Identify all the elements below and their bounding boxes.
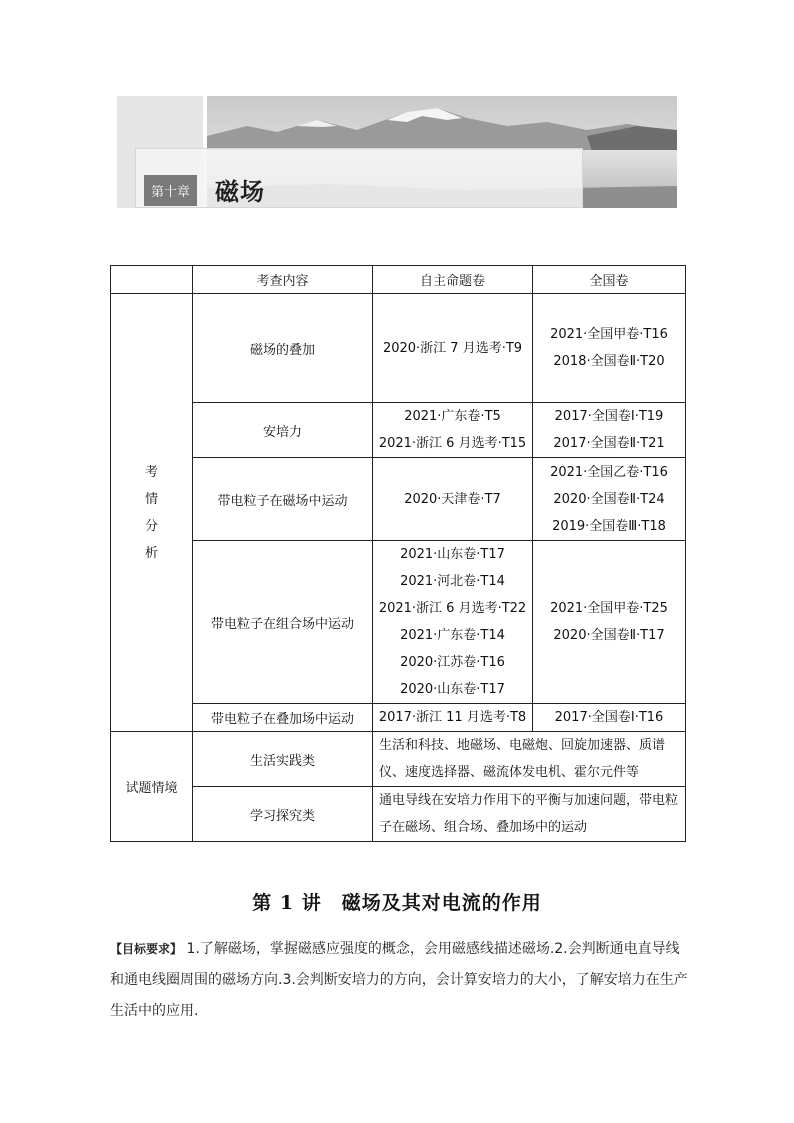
chapter-title: 磁场 xyxy=(215,178,265,206)
objectives-tag: 【目标要求】 xyxy=(110,942,183,956)
situation-type-cell: 学习探究类 xyxy=(193,787,373,842)
situation-type-cell: 生活实践类 xyxy=(193,732,373,787)
lesson-number: 第 1 讲 xyxy=(252,892,322,914)
topic-cell: 安培力 xyxy=(193,403,373,458)
topic-cell: 带电粒子在组合场中运动 xyxy=(193,541,373,704)
header-cell-national: 全国卷 xyxy=(533,266,686,294)
chapter-number-badge: 第十章 xyxy=(144,175,197,206)
topic-cell: 带电粒子在叠加场中运动 xyxy=(193,704,373,732)
lesson-title xyxy=(0,888,794,915)
table-row xyxy=(111,704,686,732)
table-header-row xyxy=(111,266,686,294)
learning-objectives xyxy=(110,934,690,1027)
national-exam-cell: 2017·全国卷Ⅰ·T19 2017·全国卷Ⅱ·T21 xyxy=(533,403,686,458)
national-exam-cell: 2021·全国甲卷·T16 2018·全国卷Ⅱ·T20 xyxy=(533,294,686,403)
section-label-situations: 试题情境 xyxy=(111,732,193,842)
topic-cell: 磁场的叠加 xyxy=(193,294,373,403)
self-exam-cell: 2021·广东卷·T5 2021·浙江 6 月选考·T15 xyxy=(373,403,533,458)
national-exam-cell: 2021·全国甲卷·T25 2020·全国卷Ⅱ·T17 xyxy=(533,541,686,704)
table-row xyxy=(111,458,686,541)
table-row xyxy=(111,787,686,842)
section-label-exam-analysis: 考 情 分 析 xyxy=(111,294,193,732)
national-exam-cell: 2017·全国卷Ⅰ·T16 xyxy=(533,704,686,732)
self-exam-cell: 2020·天津卷·T7 xyxy=(373,458,533,541)
situation-desc-cell: 生活和科技、地磁场、电磁炮、回旋加速器、质谱仪、速度选择器、磁流体发电机、霍尔元件等 xyxy=(373,732,686,787)
table-row xyxy=(111,294,686,403)
banner-caption-box xyxy=(135,148,583,208)
national-exam-cell: 2021·全国乙卷·T16 2020·全国卷Ⅱ·T24 2019·全国卷Ⅲ·T18 xyxy=(533,458,686,541)
self-exam-cell: 2020·浙江 7 月选考·T9 xyxy=(373,294,533,403)
table-row xyxy=(111,403,686,458)
situation-desc-cell: 通电导线在安培力作用下的平衡与加速问题，带电粒子在磁场、组合场、叠加场中的运动 xyxy=(373,787,686,842)
self-exam-cell: 2017·浙江 11 月选考·T8 xyxy=(373,704,533,732)
table-row xyxy=(111,541,686,704)
objectives-text: 1.了解磁场，掌握磁感应强度的概念，会用磁感线描述磁场.2.会判断通电直导线和通电线圈周围的磁场方向.3.会判断安培力的方向，会计算安培力的大小，了解安培力在生产生活中的应用. xyxy=(110,941,688,1019)
exam-analysis-table xyxy=(110,265,686,842)
header-cell-empty xyxy=(111,266,193,294)
chapter-banner xyxy=(117,96,677,254)
lesson-title-text: 磁场及其对电流的作用 xyxy=(341,892,542,914)
banner-bottom-strip xyxy=(117,208,677,254)
self-exam-cell: 2021·山东卷·T17 2021·河北卷·T14 2021·浙江 6 月选考·T22 2021·广东卷·T14 2020·江苏卷·T16 2020·山东卷·T17 xyxy=(373,541,533,704)
topic-cell: 带电粒子在磁场中运动 xyxy=(193,458,373,541)
header-cell-self: 自主命题卷 xyxy=(373,266,533,294)
header-cell-content: 考查内容 xyxy=(193,266,373,294)
table-row xyxy=(111,732,686,787)
